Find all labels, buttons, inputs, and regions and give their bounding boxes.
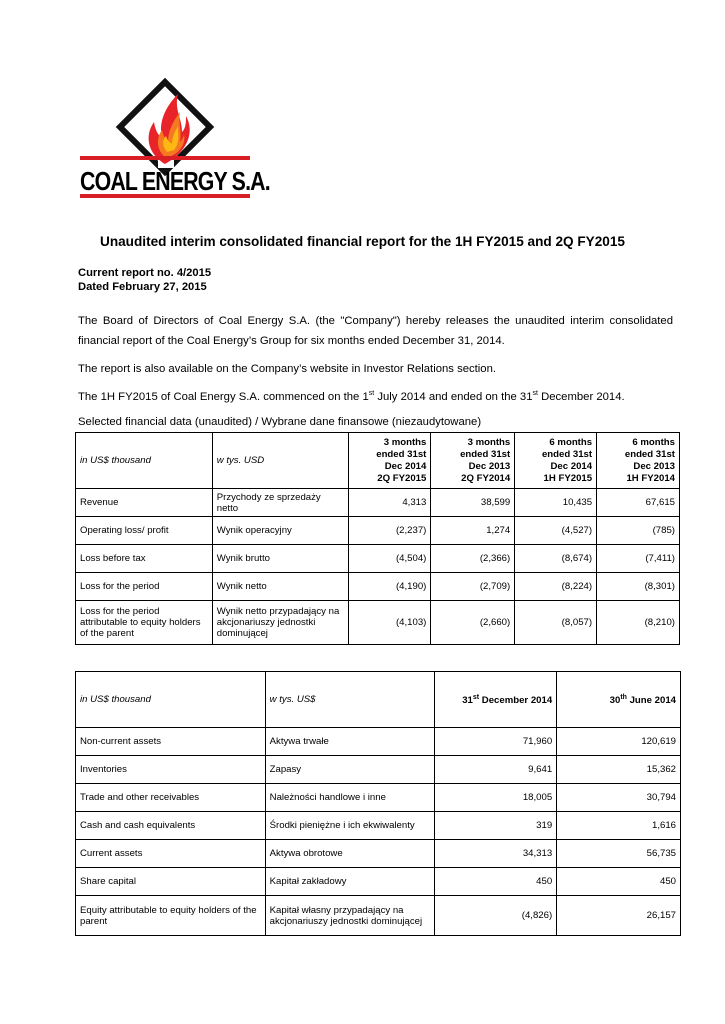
report-meta [78, 266, 211, 294]
table-row: Loss for the period attributable to equity holders of the parent Wynik netto przypadający na akcjonariuszy jednostki dominującej (4,103) (2,660) (8,057) (8,210) [76, 601, 680, 645]
income-table [75, 432, 680, 645]
header-pl: w tys. US$ [265, 672, 435, 728]
column-header: 31st December 2014 [435, 672, 557, 728]
header-en: in US$ thousand [76, 433, 213, 489]
column-header: 6 months ended 31st Dec 2013 1H FY2014 [597, 433, 680, 489]
table-row: Loss before tax Wynik brutto (4,504) (2,366) (8,674) (7,411) [76, 545, 680, 573]
table-caption: Selected financial data (unaudited) / Wybrane dane finansowe (niezaudytowane) [78, 416, 482, 428]
column-header: 3 months ended 31st Dec 2013 2Q FY2014 [431, 433, 515, 489]
column-header: 6 months ended 31st Dec 2014 1H FY2015 [515, 433, 597, 489]
table-header-row [76, 433, 680, 489]
table-row: Equity attributable to equity holders of the parent Kapitał własny przypadający na akcjonariuszy jednostki dominującej (4,826) 26,157 [76, 896, 681, 936]
header-pl: w tys. USD [212, 433, 348, 489]
period-paragraph: The 1H FY2015 of Coal Energy S.A. commenced on the 1st July 2014 and ended on the 31st December 2014. [78, 390, 625, 403]
table-row: Operating loss/ profit Wynik operacyjny (2,237) 1,274 (4,527) (785) [76, 517, 680, 545]
column-header: 30th June 2014 [557, 672, 681, 728]
table-row: Revenue Przychody ze sprzedaży netto 4,313 38,599 10,435 67,615 [76, 489, 680, 517]
table-row: Loss for the period Wynik netto (4,190) (2,709) (8,224) (8,301) [76, 573, 680, 601]
table-row: Non-current assets Aktywa trwałe 71,960 120,619 [76, 728, 681, 756]
report-date: Dated February 27, 2015 [78, 281, 207, 293]
logo-wordmark: COAL ENERGY S.A. [80, 166, 270, 196]
website-paragraph: The report is also available on the Company’s website in Investor Relations section. [78, 363, 496, 375]
table-row: Share capital Kapitał zakładowy 450 450 [76, 868, 681, 896]
report-number: Current report no. 4/2015 [78, 267, 212, 279]
table-row: Current assets Aktywa obrotowe 34,313 56,735 [76, 840, 681, 868]
report-title: Unaudited interim consolidated financial report for the 1H FY2015 and 2Q FY2015 [100, 234, 625, 249]
table-row: Trade and other receivables Należności handlowe i inne 18,005 30,794 [76, 784, 681, 812]
column-header: 3 months ended 31st Dec 2014 2Q FY2015 [348, 433, 431, 489]
table-row: Inventories Zapasy 9,641 15,362 [76, 756, 681, 784]
logo-top-bar [80, 156, 250, 160]
balance-table [75, 671, 681, 936]
header-en: in US$ thousand [76, 672, 266, 728]
table-header-row [76, 672, 681, 728]
intro-paragraph: The Board of Directors of Coal Energy S.A. (the "Company") hereby releases the unaudited interim consolidated financial report of the Coal Energy’s Group for six months ended December 31, 2014. [78, 315, 673, 347]
table-row: Cash and cash equivalents Środki pieniężne i ich ekwiwalenty 319 1,616 [76, 812, 681, 840]
